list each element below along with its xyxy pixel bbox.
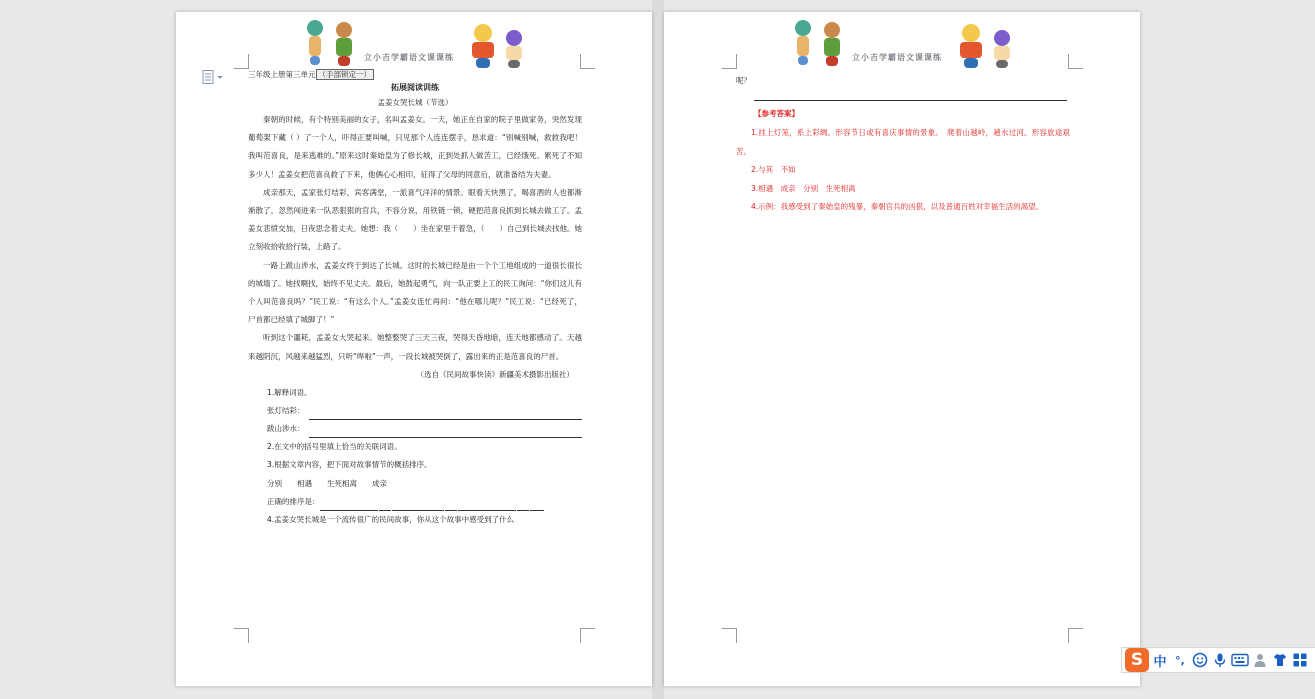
unit-label: 三年级上册第三单元 xyxy=(248,70,316,79)
answer-item: 4.示例：我感受到了秦始皇的残暴，秦朝官兵的凶狠，以及普通百姓对幸福生活的渴望。 xyxy=(751,202,1044,212)
header-brand-text: 立小吉学霸语文课课练 xyxy=(364,53,454,62)
margin-corner-mark xyxy=(580,628,595,643)
answer-blank[interactable] xyxy=(309,407,583,420)
ime-language-toggle[interactable]: 中 xyxy=(1153,654,1167,670)
keyboard-icon[interactable] xyxy=(1231,651,1249,669)
margin-corner-mark xyxy=(234,628,249,643)
answer-blank[interactable] xyxy=(320,498,378,511)
exercise-title: 拓展阅读训练 xyxy=(391,83,439,92)
order-label: 正确的排序是： xyxy=(267,496,320,506)
header-banner xyxy=(664,18,1140,76)
page-gap xyxy=(652,0,664,699)
unit-line xyxy=(248,68,582,81)
story-paragraph: 成亲那天，孟家张灯结彩，宾客满堂，一派喜气洋洋的情景。眼看天快黑了，喝喜酒的人也都渐渐散了，忽然闯进来一队恶狠狠的官兵，不容分说，用铁链一锁，硬把范喜良抓到长城去做工了。孟姜女悲愤交加，日夜思念着丈夫。她想：我（ ）坐在家里干着急，（ ）自己到长城去找他。她立刻收拾收拾行装，上路了。 xyxy=(248,187,582,252)
answer-blank[interactable] xyxy=(458,498,516,511)
question-3: 3.根据文章内容，把下面对故事情节的概括排序。 xyxy=(267,460,432,470)
order-answer-row xyxy=(248,493,582,511)
user-icon[interactable] xyxy=(1251,651,1269,669)
toolbox-icon[interactable] xyxy=(1291,651,1309,669)
answer-heading: 【参考答案】 xyxy=(754,109,799,118)
cartoon-kid-image xyxy=(502,30,526,68)
emoji-icon[interactable] xyxy=(1191,651,1209,669)
ime-punctuation-toggle[interactable]: °, xyxy=(1175,653,1185,667)
skin-icon[interactable] xyxy=(1271,651,1289,669)
answer-blank[interactable] xyxy=(309,425,583,438)
question-1: 1.解释词语。 xyxy=(267,388,312,398)
story-paragraph: 听到这个噩耗，孟姜女大哭起来。她整整哭了三天三夜，哭得天昏地暗，连天地都感动了。天越来越阴沉，风越来越猛烈，只听“哗啦”一声，一段长城被哭倒了，露出来的正是范喜良的尸首。 xyxy=(248,333,582,361)
arrow-dash xyxy=(517,503,529,511)
answer-blank[interactable] xyxy=(392,498,444,511)
question-4: 4.孟姜女哭长城是一个流传很广的民间故事，你从这个故事中感受到了什么 xyxy=(267,514,515,524)
page2-body xyxy=(736,72,1070,91)
cartoon-kid-image xyxy=(990,30,1014,68)
answer-item: 1.挂上灯笼，系上彩绸。形容节日或有喜庆事情的景象。 爬着山越岭，趟水过河。形容旅途艰苦。 xyxy=(736,128,1070,156)
answer-row xyxy=(248,402,582,420)
story-paragraph: 秦朝的时候，有个特别美丽的女子，名叫孟姜女。一天，她正在自家的院子里做家务，突然发现葡萄架下藏（ ）了一个人，吓得正要叫喊，只见那个人连连摆手，恳求道：“别喊别喊，救救我吧！我叫范喜良，是来逃难的。”原来这时秦始皇为了修长城，正到处抓人做苦工，已经饿死、累死了不知多少人！孟姜女把范喜良救了下来，他俩心心相印，征得了父母的同意后，就准备结为夫妻。 xyxy=(248,115,582,179)
question-4-continuation: 呢？ xyxy=(736,76,751,85)
cartoon-girl-image xyxy=(304,20,326,66)
arrow-dash xyxy=(445,503,457,511)
answer-item: 2.与其 不如 xyxy=(751,165,796,175)
cartoon-boy-image xyxy=(818,22,846,68)
answer-blank[interactable] xyxy=(530,498,544,511)
microphone-icon[interactable] xyxy=(1211,651,1229,669)
document-page-1 xyxy=(176,12,652,686)
unit-tag: （手部锁定一） xyxy=(316,69,375,80)
answer-list xyxy=(736,124,1070,217)
answer-row xyxy=(248,420,582,438)
answer-divider xyxy=(754,100,1067,101)
margin-corner-mark xyxy=(722,628,737,643)
document-page-2 xyxy=(664,12,1140,686)
document-menu-icon[interactable] xyxy=(202,70,224,84)
story-title: 孟姜女哭长城（节选） xyxy=(377,98,453,107)
header-brand-text: 立小吉学霸语文课课练 xyxy=(852,53,942,62)
cartoon-kid-image xyxy=(468,24,498,68)
question-3-options: 分别 相遇 生死相离 成亲 xyxy=(267,478,387,488)
arrow-dash xyxy=(379,503,391,511)
cartoon-boy-image xyxy=(330,22,358,68)
story-source: （选自《民间故事快读》新疆美术摄影出版社） xyxy=(416,369,574,379)
term-label: 跋山涉水： xyxy=(267,424,305,434)
cartoon-kid-image xyxy=(956,24,986,68)
story-paragraph: 一路上跋山涉水，孟姜女终于到达了长城。这时的长城已经是由一个个工地组成的一道很长很长的城墙了。她找啊找，始终不见丈夫。最后，她鼓起勇气，向一队正要上工的民工询问：“你们这儿有个人叫范喜良吗？”民工说：“有这么个人。”孟姜女连忙再问：“他在哪儿呢？”民工说：“已经死了，尸首都已经填了城脚了！” xyxy=(248,260,582,325)
ime-toolbar xyxy=(1121,647,1315,673)
question-2: 2.在文中的括号里填上恰当的关联词语。 xyxy=(267,442,402,452)
margin-corner-mark xyxy=(1068,628,1083,643)
sogou-logo-icon[interactable]: S xyxy=(1125,648,1149,672)
term-label: 张灯结彩： xyxy=(267,406,305,416)
cartoon-girl-image xyxy=(792,20,814,66)
page1-body xyxy=(248,68,582,529)
answer-item: 3.相遇 成亲 分别 生死相离 xyxy=(751,183,856,193)
